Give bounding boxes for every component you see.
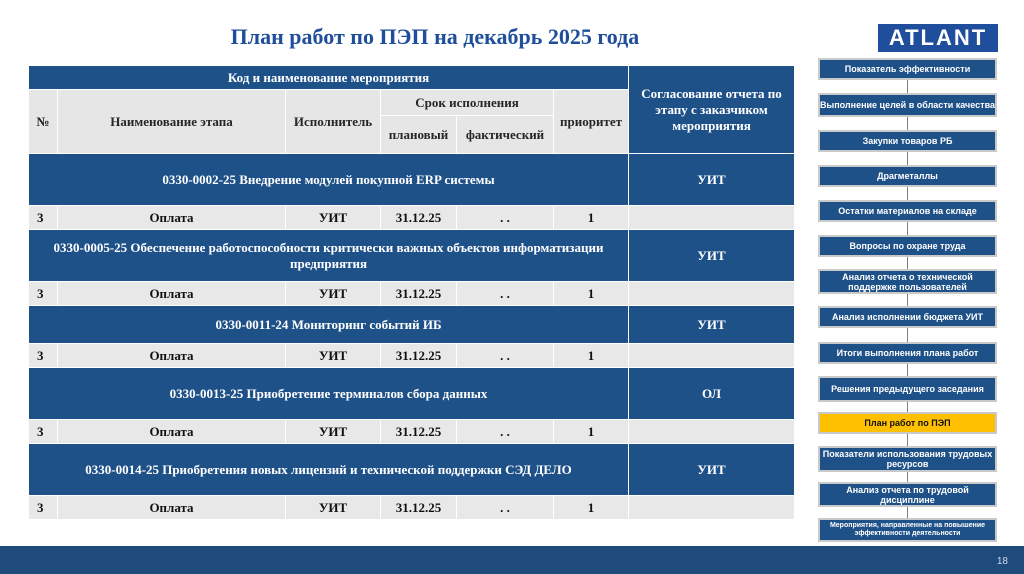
stage-planned: 31.12.25 [381, 344, 457, 368]
stage-row [29, 496, 795, 520]
stage-actual: . . [457, 420, 554, 444]
event-title: 0330-0011-24 Мониторинг событий ИБ [29, 306, 629, 344]
nav-item-pep-plan[interactable]: План работ по ПЭП [818, 412, 997, 434]
header-event-code: Код и наименование мероприятия [29, 66, 629, 90]
event-approver: ОЛ [629, 368, 795, 420]
stage-executor: УИТ [286, 206, 381, 230]
stage-executor: УИТ [286, 420, 381, 444]
stage-approval [629, 420, 795, 444]
event-approver: УИТ [629, 154, 795, 206]
stage-num: 3 [29, 206, 58, 230]
stage-actual: . . [457, 496, 554, 520]
atlant-logo: ATLANT [878, 24, 998, 52]
stage-actual: . . [457, 282, 554, 306]
stage-actual: . . [457, 206, 554, 230]
nav-item-precious-metals[interactable]: Драгметаллы [818, 165, 997, 187]
header-num: № [29, 90, 58, 154]
stage-priority: 1 [554, 206, 629, 230]
event-row [29, 230, 795, 282]
stage-num: 3 [29, 496, 58, 520]
nav-item-efficiency-measures[interactable]: Мероприятия, направленные на повышение эффективности деятельности [818, 518, 997, 542]
event-approver: УИТ [629, 306, 795, 344]
stage-actual: . . [457, 344, 554, 368]
stage-executor: УИТ [286, 496, 381, 520]
work-plan-table [28, 65, 795, 520]
stage-name: Оплата [58, 420, 286, 444]
stage-planned: 31.12.25 [381, 496, 457, 520]
stage-planned: 31.12.25 [381, 282, 457, 306]
page-title: План работ по ПЭП на декабрь 2025 года [230, 24, 640, 49]
stage-row [29, 344, 795, 368]
nav-item-warehouse-stock[interactable]: Остатки материалов на складе [818, 200, 997, 222]
header-priority: приоритет [554, 90, 629, 154]
nav-item-quality-goals[interactable]: Выполнение целей в области качества [818, 93, 997, 117]
stage-approval [629, 496, 795, 520]
stage-row [29, 206, 795, 230]
footer-bar [0, 546, 1024, 574]
page-number: 18 [996, 556, 1008, 567]
event-title: 0330-0014-25 Приобретения новых лицензий и технической поддержки СЭД ДЕЛО [29, 444, 629, 496]
header-actual: фактический [457, 116, 554, 154]
stage-num: 3 [29, 420, 58, 444]
header-executor: Исполнитель [286, 90, 381, 154]
event-row [29, 444, 795, 496]
header-planned: плановый [381, 116, 457, 154]
event-approver: УИТ [629, 444, 795, 496]
stage-priority: 1 [554, 420, 629, 444]
event-approver: УИТ [629, 230, 795, 282]
nav-item-previous-decisions[interactable]: Решения предыдущего заседания [818, 376, 997, 402]
header-term: Срок исполнения [381, 90, 554, 116]
nav-item-labor-resources[interactable]: Показатели использования трудовых ресурсов [818, 446, 997, 472]
stage-num: 3 [29, 282, 58, 306]
nav-item-labor-discipline[interactable]: Анализ отчета по трудовой дисциплине [818, 482, 997, 507]
stage-num: 3 [29, 344, 58, 368]
stage-executor: УИТ [286, 282, 381, 306]
event-title: 0330-0005-25 Обеспечение работоспособности критически важных объектов информатизации предприятия [29, 230, 629, 282]
stage-row [29, 282, 795, 306]
stage-name: Оплата [58, 496, 286, 520]
nav-item-procurement[interactable]: Закупки товаров РБ [818, 130, 997, 152]
header-approval: Согласование отчета по этапу с заказчиком мероприятия [629, 66, 795, 154]
stage-approval [629, 206, 795, 230]
nav-item-budget[interactable]: Анализ исполнении бюджета УИТ [818, 306, 997, 328]
event-row [29, 154, 795, 206]
stage-name: Оплата [58, 206, 286, 230]
event-row [29, 306, 795, 344]
stage-executor: УИТ [286, 344, 381, 368]
nav-item-tech-support[interactable]: Анализ отчета о технической поддержке пользователей [818, 269, 997, 294]
nav-item-plan-results[interactable]: Итоги выполнения плана работ [818, 342, 997, 364]
event-row [29, 368, 795, 420]
nav-item-efficiency[interactable]: Показатель эффективности [818, 58, 997, 80]
event-title: 0330-0002-25 Внедрение модулей покупной ERP системы [29, 154, 629, 206]
stage-approval [629, 282, 795, 306]
stage-name: Оплата [58, 344, 286, 368]
nav-item-labor-safety[interactable]: Вопросы по охране труда [818, 235, 997, 257]
event-title: 0330-0013-25 Приобретение терминалов сбора данных [29, 368, 629, 420]
stage-row [29, 420, 795, 444]
stage-planned: 31.12.25 [381, 420, 457, 444]
header-stage: Наименование этапа [58, 90, 286, 154]
stage-name: Оплата [58, 282, 286, 306]
stage-approval [629, 344, 795, 368]
stage-priority: 1 [554, 282, 629, 306]
stage-planned: 31.12.25 [381, 206, 457, 230]
stage-priority: 1 [554, 344, 629, 368]
stage-priority: 1 [554, 496, 629, 520]
